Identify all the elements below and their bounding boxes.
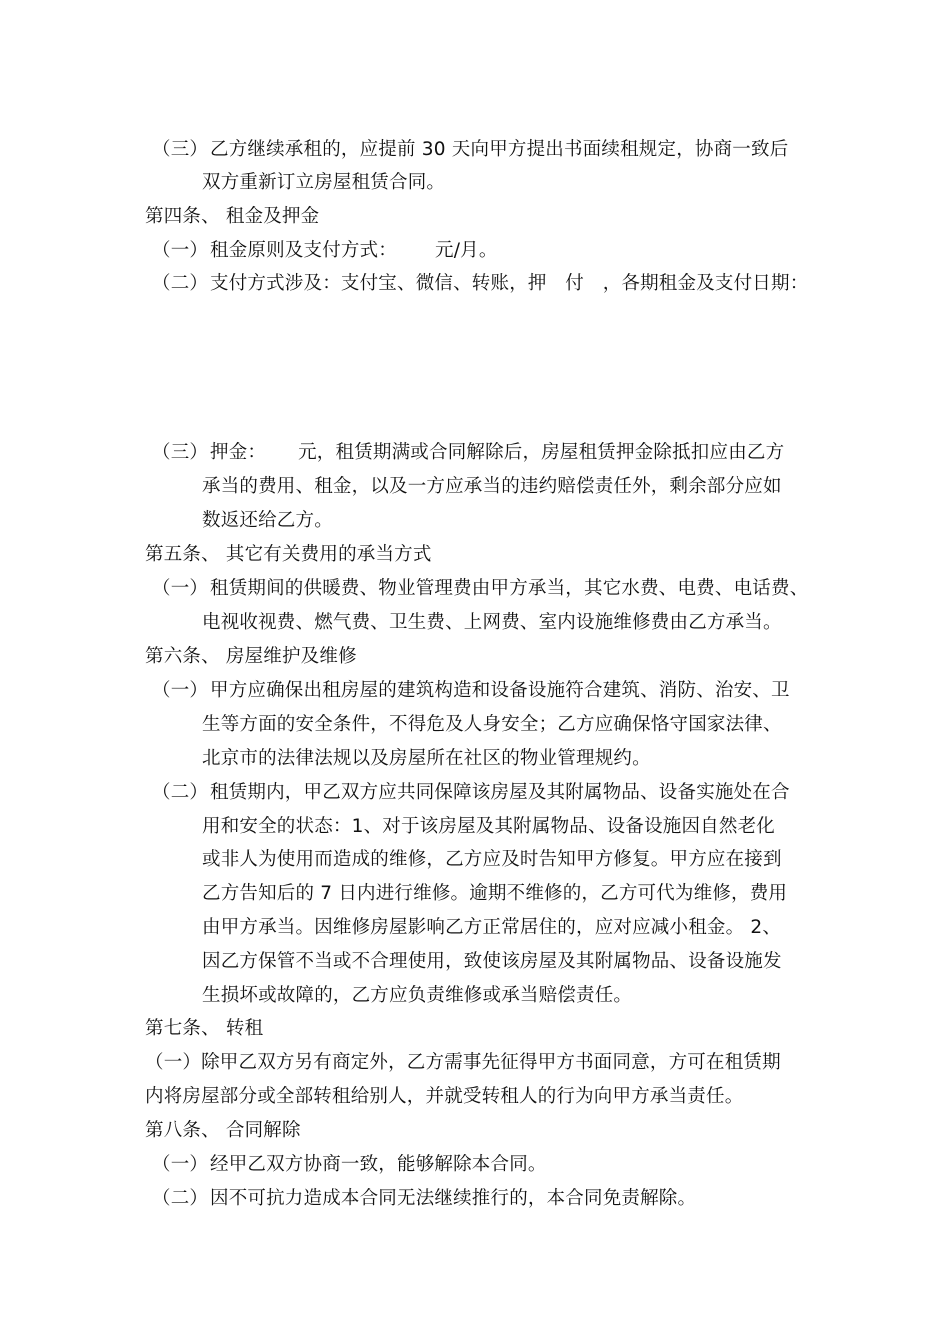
clause-3-3-continuation: 双方重新订立房屋租赁合同。 — [202, 172, 446, 193]
clause-8-2 — [152, 1186, 696, 1212]
article-5-title: 第五条、 其它有关费用的承当方式 — [145, 544, 432, 565]
clause-4-3-continuation-1: 承当的费用、租金，以及一方应承当的违约赔偿责任外，剩余部分应如 — [202, 476, 782, 497]
article-7-title: 第七条、 转租 — [145, 1018, 264, 1039]
clause-marker: （一） — [152, 578, 209, 599]
clause-6-2 — [152, 780, 790, 806]
clause-6-2-continuation-1: 用和安全的状态：1、对于该房屋及其附属物品、设备设施因自然老化 — [202, 816, 775, 837]
clause-5-1-continuation: 电视收视费、燃气费、卫生费、上网费、室内设施维修费由乙方承当。 — [202, 612, 782, 633]
clause-marker: （二） — [152, 782, 209, 803]
clause-marker: （二） — [152, 1188, 209, 1209]
clause-text: 因不可抗力造成本合同无法继续推行的，本合同免责解除。 — [210, 1188, 697, 1209]
clause-text: 支付方式涉及：支付宝、微信、转账，押 付 ，各期租金及支付日期： — [210, 273, 809, 294]
clause-marker: （三） — [152, 139, 209, 160]
article-4-title: 第四条、 租金及押金 — [145, 206, 320, 227]
clause-text: 经甲乙双方协商一致，能够解除本合同。 — [210, 1154, 547, 1175]
clause-6-2-continuation-2: 或非人为使用而造成的维修，乙方应及时告知甲方修复。甲方应在接到 — [202, 849, 782, 870]
clause-marker: （二） — [152, 273, 209, 294]
clause-text: 甲方应确保出租房屋的建筑构造和设备设施符合建筑、消防、治安、卫 — [210, 680, 790, 701]
clause-7-1: （一）除甲乙双方另有商定外，乙方需事先征得甲方书面同意，方可在租赁期 — [145, 1052, 781, 1073]
clause-6-2-continuation-5: 因乙方保管不当或不合理使用，致使该房屋及其附属物品、设备设施发 — [202, 951, 782, 972]
clause-text: 租赁期间的供暖费、物业管理费由甲方承当，其它水费、电费、电话费、 — [210, 578, 809, 599]
clause-text: 乙方继续承租的，应提前 30 天向甲方提出书面续租规定，协商一致后 — [210, 139, 789, 160]
clause-6-2-continuation-4: 由甲方承当。因维修房屋影响乙方正常居住的，应对应减小租金。 2、 — [202, 917, 782, 938]
clause-marker: （一） — [152, 1154, 209, 1175]
article-6-title: 第六条、 房屋维护及维修 — [145, 646, 357, 667]
clause-6-2-continuation-3: 乙方告知后的 7 日内进行维修。逾期不维修的，乙方可代为维修，费用 — [202, 883, 788, 904]
article-8-title: 第八条、 合同解除 — [145, 1120, 301, 1141]
clause-marker: （三） — [152, 442, 209, 463]
clause-5-1 — [152, 576, 808, 602]
clause-3-3 — [152, 137, 788, 163]
clause-8-1 — [152, 1152, 547, 1178]
clause-label: 租金原则及支付方式： — [210, 240, 398, 261]
clause-6-1-continuation-2: 北京市的法律法规以及房屋所在社区的物业管理规约。 — [202, 748, 651, 769]
clause-4-3-continuation-2: 数返还给乙方。 — [202, 510, 333, 531]
clause-6-1-continuation-1: 生等方面的安全条件，不得危及人身安全；乙方应确保恪守国家法律、 — [202, 714, 782, 735]
clause-6-1 — [152, 678, 790, 704]
clause-marker: （一） — [152, 240, 209, 261]
clause-6-2-continuation-6: 生损坏或故障的，乙方应负责维修或承当赔偿责任。 — [202, 985, 633, 1006]
clause-text: 租赁期内，甲乙双方应共同保障该房屋及其附属物品、设备实施处在合 — [210, 782, 790, 803]
clause-text: 元，租赁期满或合同解除后，房屋租赁押金除抵扣应由乙方 — [298, 442, 785, 463]
clause-4-1 — [152, 238, 498, 264]
clause-4-2 — [152, 271, 808, 297]
clause-marker: （一） — [152, 680, 209, 701]
clause-label: 押金： — [210, 442, 267, 463]
clause-7-1-continuation: 内将房屋部分或全部转租给别人，并就受转租人的行为向甲方承当责任。 — [145, 1086, 744, 1107]
clause-4-3 — [152, 440, 784, 466]
clause-unit: 元/月。 — [435, 240, 498, 261]
